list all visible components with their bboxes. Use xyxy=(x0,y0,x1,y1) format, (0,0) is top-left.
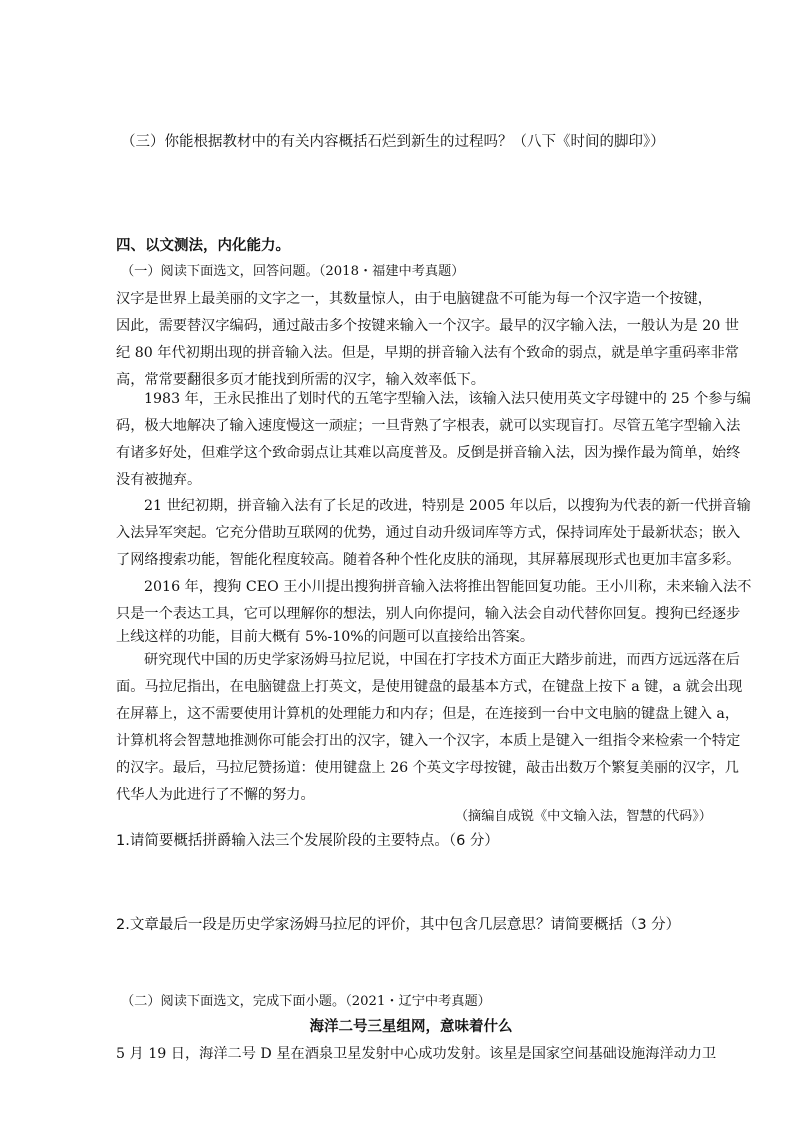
question-1: 1.请简要概括拼爵输入法三个发展阶段的主要特点。（6 分） xyxy=(116,833,499,849)
passage-source: （摘编自成锐《中文输入法，智慧的代码》） xyxy=(454,809,712,824)
passage2-title: 海洋二号三星组网，意味着什么 xyxy=(309,1019,513,1035)
passage-line: 代华人为此进行了不懈的努力。 xyxy=(116,787,315,803)
passage-line: 计算机将会智慧地推测你可能会打出的汉字，键入一个汉字，本质上是键入一组指令来检索一个特定 xyxy=(116,733,741,749)
passage-line: 21 世纪初期，拼音输入法有了长足的改进，特别是 2005 年以后，以搜狗为代表的新一代拼音输 xyxy=(144,498,751,514)
passage2-first-line: 5 月 19 日，海洋二号 D 星在酒泉卫星发射中心成功发射。该星是国家空间基础设施海洋动力卫 xyxy=(116,1046,717,1062)
passage-line: 的汉字。最后，马拉尼赞扬道：使用键盘上 26 个英文字母按键，敲击出数万个繁复美丽的汉字，几 xyxy=(116,760,739,776)
passage-line: 有诸多好处，但难学这个致命弱点让其难以高度普及。反倒是拼音输入法，因为操作最为简单，始终 xyxy=(116,445,741,461)
passage-line: 没有被抛弃。 xyxy=(116,472,202,488)
passage-line: 1983 年，王永民推出了划时代的五笔字型输入法，该输入法只使用英文字母键中的 25 个参与编 xyxy=(144,391,751,407)
passage-line: 上线这样的功能，目前大概有 5%-10%的问题可以直接给出答案。 xyxy=(116,629,535,645)
section3-question: （三）你能根据教材中的有关内容概括石烂到新生的过程吗？（八下《时间的脚印》） xyxy=(121,134,665,150)
passage-line: 码，极大地解决了输入速度慢这一顽症；一旦背熟了字根表，就可以实现盲打。尽管五笔字型输入法 xyxy=(116,418,741,434)
passage-line: 纪 80 年代初期出现的拼音输入法。但是，早期的拼音输入法有个致命的弱点，就是单字重码率非常 xyxy=(116,345,739,361)
passage-line: 入法异军突起。它充分借助互联网的优势，通过自动升级词库等方式，保持词库处于最新状态；嵌入 xyxy=(116,525,741,541)
passage-line: 2016 年，搜狗 CEO 王小川提出搜狗拼音输入法将推出智能回复功能。王小川称，未来输入法不 xyxy=(144,579,752,595)
passage-line: 了网络搜索功能，智能化程度较高。随着各种个性化皮肤的涌现，其屏幕展现形式也更加丰富多彩。 xyxy=(116,552,741,568)
part2-intro: （二）阅读下面选文，完成下面小题。（2021・辽宁中考真题） xyxy=(121,994,491,1009)
passage-line: 在屏幕上，这不需要使用计算机的处理能力和内存；但是，在连接到一台中文电脑的键盘上键入 a， xyxy=(116,706,740,722)
passage-line: 因此，需要替汉字编码，通过敲击多个按键来输入一个汉字。最早的汉字输入法，一般认为是 20 世 xyxy=(116,318,739,334)
passage-line: 高，常常要翻很多页才能找到所需的汉字，输入效率低下。 xyxy=(116,372,485,388)
question-2: 2.文章最后一段是历史学家汤姆马拉尼的评价，其中包含几层意思？请简要概括（3 分） xyxy=(116,917,681,933)
section4-heading: 四、以文测法，内化能力。 xyxy=(116,238,290,254)
passage-line: 只是一个表达工具，它可以理解你的想法，别人向你提问，输入法会自动代替你回复。搜狗已经逐步 xyxy=(116,606,741,622)
passage-line: 汉字是世界上最美丽的文字之一，其数量惊人，由于电脑键盘不可能为每一个汉字造一个按键， xyxy=(116,291,712,307)
part1-intro: （一）阅读下面选文，回答问题。（2018・福建中考真题） xyxy=(121,264,465,279)
passage-line: 面。马拉尼指出，在电脑键盘上打英文，是使用键盘的最基本方式，在键盘上按下 a 键，a 就会出现 xyxy=(116,679,743,695)
passage-line: 研究现代中国的历史学家汤姆马拉尼说，中国在打字技术方面正大踏步前进，而西方远远落在后 xyxy=(144,652,740,668)
